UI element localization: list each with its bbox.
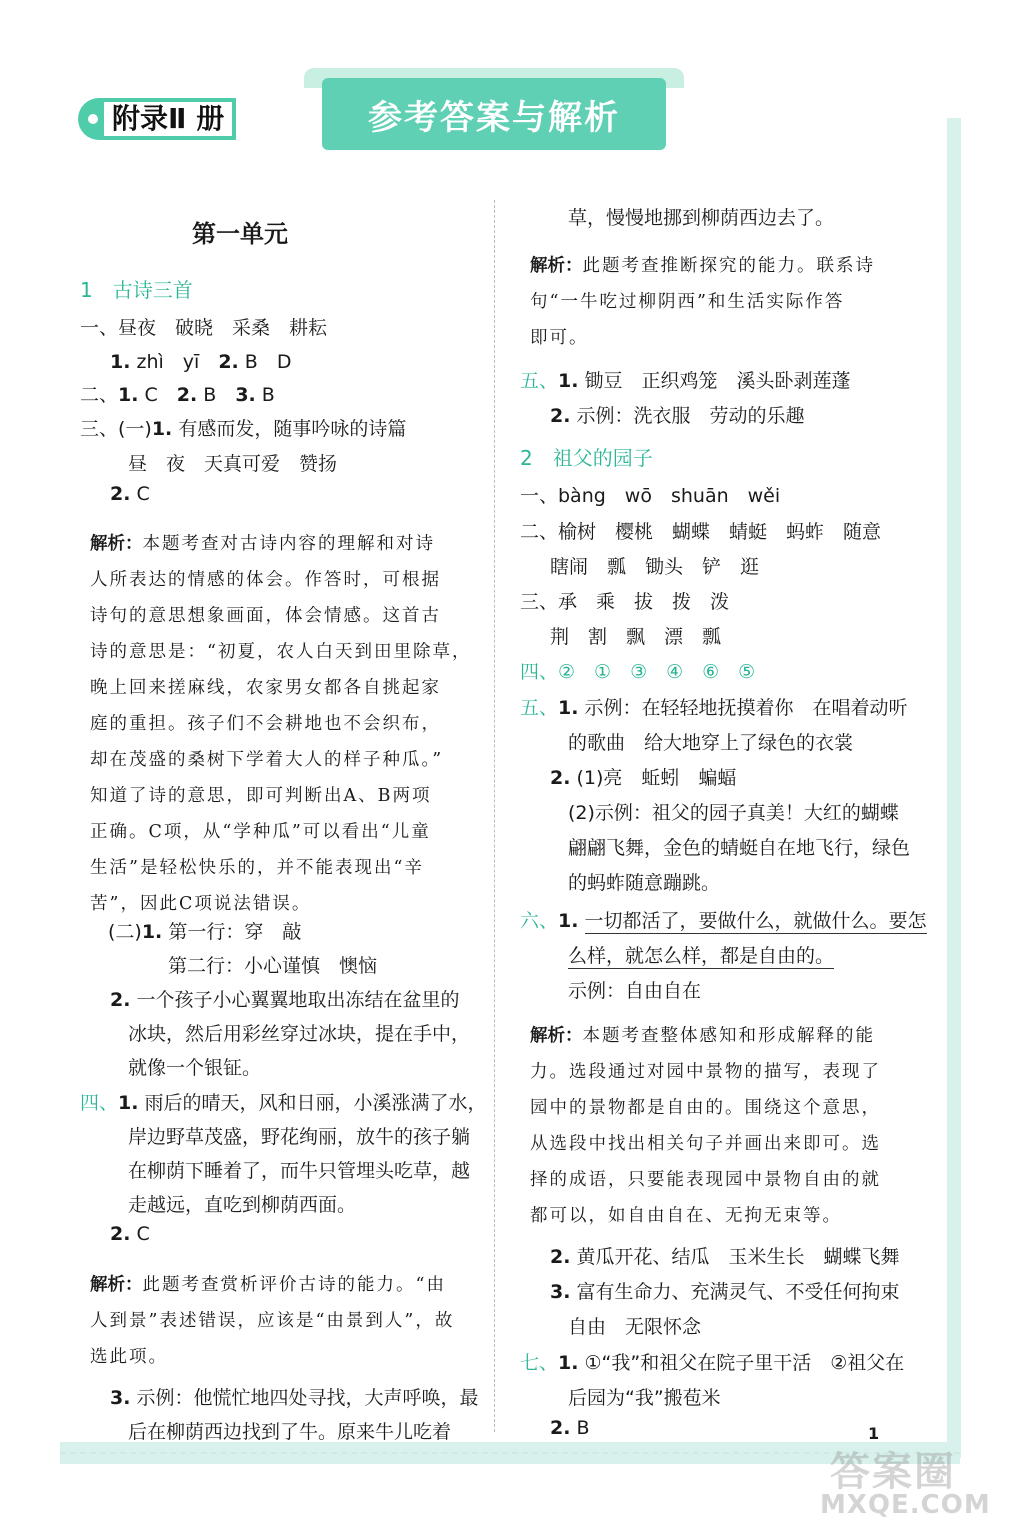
analysis-line: 诗句的意思想象画面，体会情感。这首古 — [90, 606, 441, 626]
answer-line: 草，慢慢地挪到柳荫西边去了。 — [568, 207, 835, 229]
answer-line: (二)1. 第一行：穿 敲 — [108, 921, 302, 943]
lesson-title: 古诗三首 — [112, 278, 193, 302]
analysis-line: 人所表达的情感的体会。作答时，可根据 — [90, 570, 441, 590]
answer-line: 三、(一)1. 有感而发，随事吟咏的诗篇 — [80, 418, 407, 440]
analysis-line: 正确。C项，从“学种瓜”可以看出“儿童 — [90, 822, 431, 842]
answer-line: 在柳荫下睡着了，而牛只管埋头吃草，越 — [128, 1160, 471, 1182]
section-tag — [78, 98, 236, 140]
unit-title: 第一单元 — [192, 220, 288, 248]
analysis-line: 苦”，因此C项说法错误。 — [90, 894, 312, 914]
analysis-line: 句“一牛吃过柳阴西”和生活实际作答 — [530, 292, 845, 312]
analysis-line: 即可。 — [530, 328, 589, 348]
answer-line: 二、榆树 樱桃 蝴蝶 蜻蜓 蚂蚱 随意 — [520, 521, 882, 543]
analysis-line: 人到景”表述错误，应该是“由景到人”，故 — [90, 1311, 455, 1331]
answer-line: 昼 夜 天真可爱 赞扬 — [128, 453, 338, 475]
answer-line: 自由 无限怀念 — [568, 1316, 702, 1338]
answer-line: 五、1. 锄豆 正织鸡笼 溪头卧剥莲蓬 — [520, 370, 851, 392]
answer-line: 二、1. C 2. B 3. B — [80, 384, 275, 406]
analysis-line: 从选段中找出相关句子并画出来即可。选 — [530, 1134, 881, 1154]
analysis-line: 都可以，如自由自在、无拘无束等。 — [530, 1206, 842, 1226]
answer-line: 一、昼夜 破晓 采桑 耕耘 — [80, 317, 328, 339]
analysis-line: 解析：本题考查对古诗内容的理解和对诗 — [90, 534, 435, 554]
section-tag-label: 附录Ⅱ 册 — [104, 102, 232, 136]
column-divider — [494, 200, 495, 1432]
answer-line: 后园为“我”搬苞米 — [568, 1387, 721, 1409]
analysis-label: 解析： — [90, 1275, 143, 1295]
underlined-answer: 一切都活了，要做什么，就做什么。要怎 — [584, 910, 927, 932]
header-banner — [304, 68, 684, 152]
tag-dot-icon — [88, 114, 98, 124]
answer-line: 翩翩飞舞，金色的蜻蜓自在地飞行，绿色 — [568, 837, 911, 859]
answer-line: 2. 黄瓜开花、结瓜 玉米生长 蝴蝶飞舞 — [550, 1246, 900, 1268]
analysis-line: 园中的景物都是自由的。围绕这个意思， — [530, 1098, 881, 1118]
answer-line: 瞎闹 瓢 锄头 铲 逛 — [550, 556, 760, 578]
watermark — [820, 1440, 1010, 1530]
answer-line: 三、承 乘 拔 拨 泼 — [520, 591, 730, 613]
answer-line: 冰块，然后用彩丝穿过冰块，提在手中， — [128, 1023, 471, 1045]
answer-line: 五、1. 示例：在轻轻地抚摸着你 在唱着动听 — [520, 697, 908, 719]
answer-line: 2. 示例：洗衣服 劳动的乐趣 — [550, 405, 805, 427]
answer-line: 七、1. ①“我”和祖父在院子里干活 ②祖父在 — [520, 1352, 905, 1374]
analysis-line: 力。选段通过对园中景物的描写，表现了 — [530, 1062, 881, 1082]
analysis-line: 知道了诗的意思，即可判断出A、B两项 — [90, 786, 432, 806]
answer-line: 岸边野草茂盛，野花绚丽，放牛的孩子躺 — [128, 1126, 471, 1148]
answer-line: 后在柳荫西边找到了牛。原来牛儿吃着 — [128, 1421, 452, 1443]
answer-line: 就像一个银钲。 — [128, 1057, 262, 1079]
answer-line: 的蚂蚱随意蹦跳。 — [568, 872, 721, 894]
answer-line: 2. C — [110, 1223, 150, 1245]
answer-line: 2. 一个孩子小心翼翼地取出冻结在盆里的 — [110, 989, 460, 1011]
analysis-label: 解析： — [530, 1026, 583, 1046]
analysis-line: 生活”是轻松快乐的，并不能表现出“辛 — [90, 858, 424, 878]
answer-line: 四、1. 雨后的晴天，风和日丽，小溪涨满了水， — [80, 1092, 487, 1114]
answer-line: 走越远，直吃到柳荫西面。 — [128, 1194, 357, 1216]
page-number: 1 — [868, 1424, 880, 1443]
analysis-line: 晚上回来搓麻线，农家男女都各自挑起家 — [90, 678, 441, 698]
banner-title: 参考答案与解析 — [322, 78, 666, 150]
answer-line: 示例：自由自在 — [568, 980, 702, 1002]
analysis-line: 庭的重担。孩子们不会耕地也不会织布， — [90, 714, 441, 734]
answer-line: 第二行：小心谨慎 懊恼 — [168, 955, 378, 977]
lesson-heading-1 — [80, 274, 193, 303]
answer-line: 2. B — [550, 1417, 590, 1439]
answer-line: 一、bàng wō shuān wěi — [520, 485, 781, 507]
analysis-line: 却在茂盛的桑树下学着大人的样子种瓜。” — [90, 750, 444, 770]
answer-line: 的歌曲 给大地穿上了绿色的衣裳 — [568, 732, 854, 754]
analysis-line: 解析：本题考查整体感知和形成解释的能 — [530, 1026, 875, 1046]
analysis-line: 解析：此题考查赏析评价古诗的能力。“由 — [90, 1275, 446, 1295]
answer-line: 六、1. 一切都活了，要做什么，就做什么。要怎 — [520, 910, 927, 932]
right-margin-strip — [947, 118, 961, 1458]
analysis-line: 选此项。 — [90, 1347, 168, 1367]
answer-line: 荆 割 飘 漂 瓢 — [550, 626, 722, 648]
underlined-answer: 么样，就怎么样，都是自由的。 — [568, 945, 835, 967]
watermark-logo-text: 答案圈 — [830, 1449, 956, 1495]
answer-line: 3. 富有生命力、充满灵气、不受任何拘束 — [550, 1281, 900, 1303]
answer-line: 2. (1)亮 蚯蚓 蝙蝠 — [550, 767, 737, 789]
analysis-label: 解析： — [530, 256, 583, 276]
lesson-number: 1 — [80, 278, 93, 302]
answer-line — [568, 941, 834, 968]
analysis-label: 解析： — [90, 534, 143, 554]
lesson-number: 2 — [520, 446, 533, 470]
answer-line: 1. zhì yī 2. B D — [110, 351, 292, 373]
lesson-heading-2 — [520, 442, 653, 471]
answer-line: 四、② ① ③ ④ ⑥ ⑤ — [520, 661, 756, 683]
answer-line: 2. C — [110, 483, 150, 505]
lesson-title: 祖父的园子 — [552, 446, 653, 470]
analysis-line: 解析：此题考查推断探究的能力。联系诗 — [530, 256, 875, 276]
answer-line: 3. 示例：他慌忙地四处寻找，大声呼唤，最 — [110, 1387, 479, 1409]
answer-line: (2)示例：祖父的园子真美！大红的蝴蝶 — [568, 802, 899, 824]
analysis-line: 诗的意思是：“初夏，农人白天到田里除草， — [90, 642, 472, 662]
watermark-url: MXQE.COM — [820, 1490, 991, 1520]
analysis-line: 择的成语，只要能表现园中景物自由的就 — [530, 1170, 881, 1190]
